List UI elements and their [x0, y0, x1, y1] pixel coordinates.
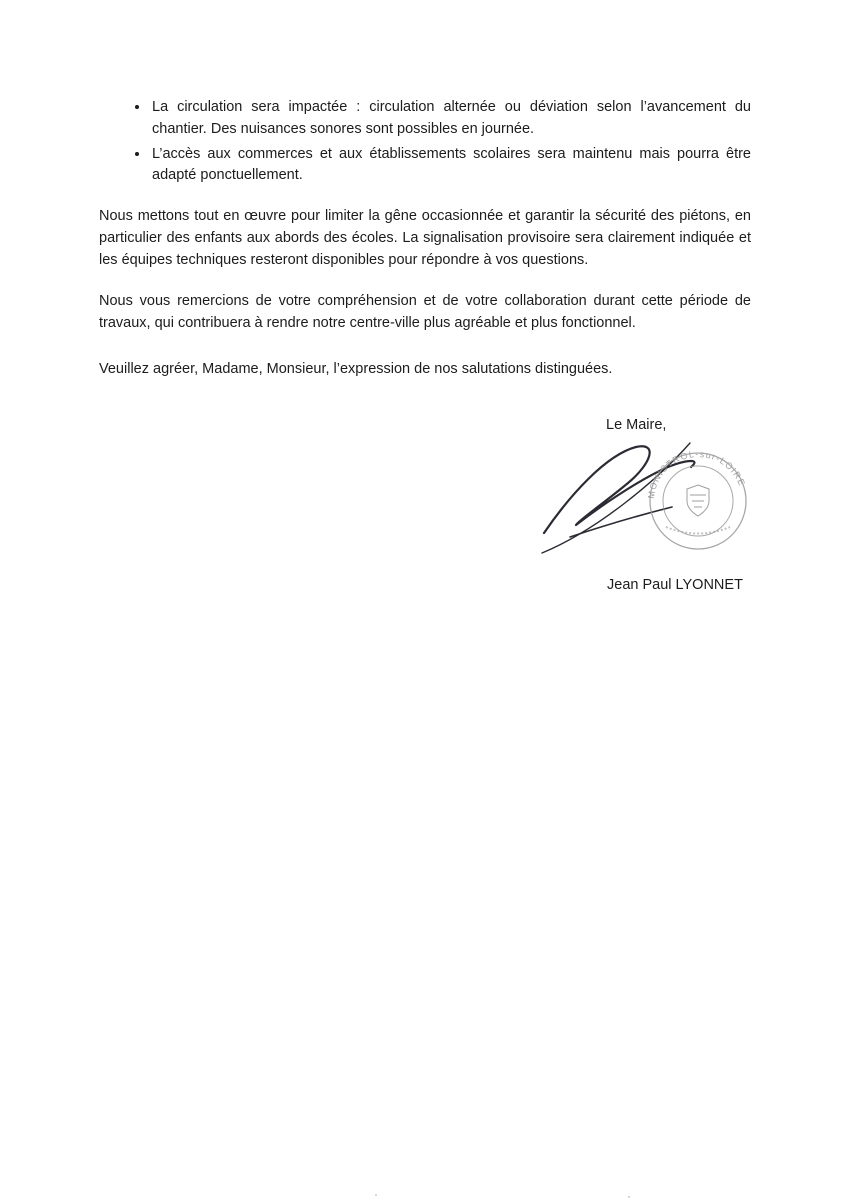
bullet-text: La circulation sera impactée : circulation alternée ou déviation selon l’avancement du chantier. Des nuisances sonores sont possibles en journée.	[152, 99, 751, 137]
signature-block	[540, 415, 820, 593]
signatory-name: Jean Paul LYONNET	[607, 577, 743, 593]
stamp-text: MONISTROL-sur-LOIRE	[645, 448, 748, 500]
signature-and-stamp	[540, 437, 820, 577]
handwritten-signature-icon	[542, 443, 694, 553]
letter-body	[99, 97, 751, 401]
list-item	[150, 144, 751, 188]
paragraph-thanks: Nous vous remercions de votre compréhension et de votre collaboration durant cette période de travaux, qui contribuera à rendre notre centre-ville plus agréable et plus fonctionnel.	[99, 293, 751, 331]
paragraph-mitigation: Nous mettons tout en œuvre pour limiter la gêne occasionnée et garantir la sécurité des piétons, en particulier des enfants aux abords des écoles. La signalisation provisoire sera clairement indiquée et les équipes techniques resteront disponibles pour répondre à vos questions.	[99, 208, 751, 268]
scan-noise-dot	[628, 1196, 630, 1198]
stamp-emblem-icon	[687, 485, 709, 516]
official-stamp	[646, 449, 747, 549]
bullet-list	[99, 97, 751, 187]
scan-noise-dot	[375, 1194, 377, 1196]
signatory-title: Le Maire,	[606, 417, 667, 433]
list-item	[150, 97, 751, 141]
paragraph-closing-formula: Veuillez agréer, Madame, Monsieur, l’expression de nos salutations distinguées.	[99, 360, 613, 377]
bullet-text: L’accès aux commerces et aux établissements scolaires sera maintenu mais pourra être adapté ponctuellement.	[152, 145, 751, 184]
